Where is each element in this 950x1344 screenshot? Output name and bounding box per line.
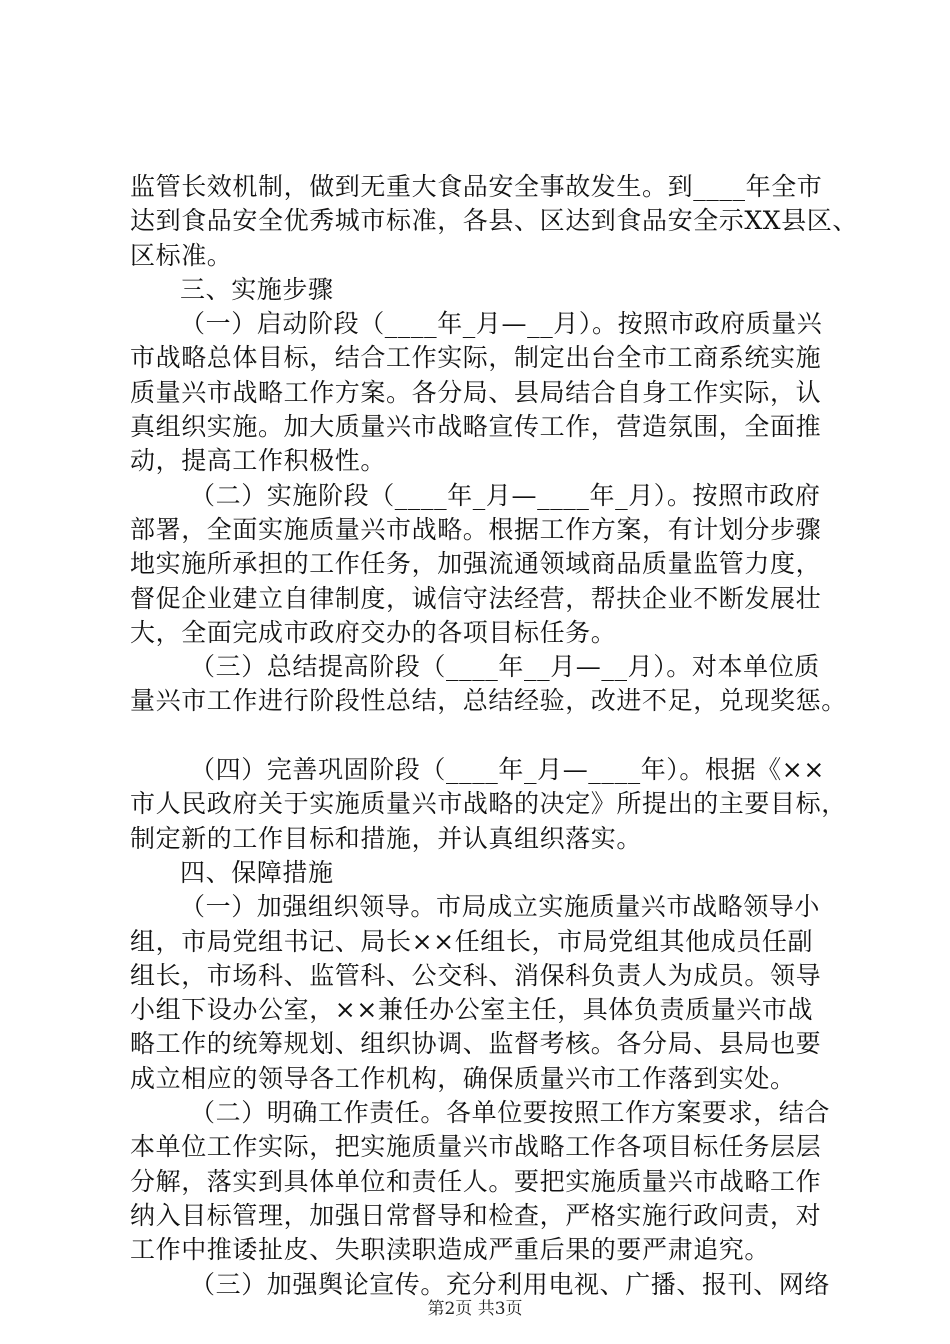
text-line: 监管长效机制，做到无重大食品安全事故发生。到____年全市: [130, 172, 823, 201]
text-line: （一）启动阶段（____年_月—__月）。按照市政府质量兴: [180, 309, 823, 339]
text-line: 市人民政府关于实施质量兴市战略的决定》所提出的主要目标，: [130, 789, 847, 819]
text-line: 纳入目标管理，加强日常督导和检查，严格实施行政问责，对: [130, 1200, 822, 1230]
text-line: 动，提高工作积极性。: [130, 446, 387, 476]
text-line: （四）完善巩固阶段（____年_月—____年）。根据《××: [190, 755, 825, 785]
text-line: 量兴市工作进行阶段性总结，总结经验，改进不足，兑现奖惩。: [130, 686, 847, 716]
text-line: 组长，市场科、监管科、公交科、消保科负责人为成员。领导: [130, 960, 822, 990]
page-number-footer: 第2页 共3页: [427, 1299, 523, 1319]
text-line: （一）加强组织领导。市局成立实施质量兴市战略领导小: [180, 892, 821, 922]
text-line: 成立相应的领导各工作机构，确保质量兴市工作落到实处。: [130, 1063, 796, 1093]
text-line: 本单位工作实际，把实施质量兴市战略工作各项目标任务层层: [130, 1132, 822, 1162]
text-line: 真组织实施。加大质量兴市战略宣传工作，营造氛围，全面推: [130, 412, 822, 442]
text-line: 工作中推诿扯皮、失职渎职造成严重后果的要严肃追究。: [130, 1235, 771, 1265]
blank-line: [130, 719, 840, 753]
text-line: 组，市局党组书记、局长××任组长，市局党组其他成员任副: [130, 926, 814, 956]
body-text: [130, 170, 858, 1302]
text-line: 部署，全面实施质量兴市战略。根据工作方案，有计划分步骤: [130, 514, 822, 544]
text-line: 制定新的工作目标和措施，并认真组织落实。: [130, 823, 643, 853]
text-line: 达到食品安全优秀城市标准，各县、区达到食品安全示XX县区、: [130, 206, 858, 236]
text-line: 大，全面完成市政府交办的各项目标任务。: [130, 617, 617, 647]
text-line: 分解，落实到具体单位和责任人。要把实施质量兴市战略工作: [130, 1166, 822, 1196]
text-line: （三）总结提高阶段（____年__月—__月）。对本单位质: [190, 652, 820, 682]
text-line: 地实施所承担的工作任务，加强流通领域商品质量监管力度，: [130, 549, 822, 579]
text-line: 区标准。: [130, 240, 233, 270]
text-line: （二）明确工作责任。各单位要按照工作方案要求，结合: [190, 1098, 831, 1128]
section-heading: 四、保障措施: [180, 857, 334, 887]
text-line: （二）实施阶段（____年_月—____年_月）。按照市政府: [190, 480, 821, 510]
text-line: 督促企业建立自律制度，诚信守法经营，帮扶企业不断发展壮: [130, 583, 822, 613]
text-line: （三）加强舆论宣传。充分利用电视、广播、报刊、网络: [190, 1269, 831, 1299]
text-line: 市战略总体目标，结合工作实际，制定出台全市工商系统实施: [130, 343, 822, 373]
text-line: 质量兴市战略工作方案。各分局、县局结合自身工作实际，认: [130, 377, 822, 407]
text-line: 小组下设办公室，××兼任办公室主任，具体负责质量兴市战: [130, 995, 814, 1025]
section-heading: 三、实施步骤: [180, 274, 334, 304]
text-line: 略工作的统筹规划、组织协调、监督考核。各分局、县局也要: [130, 1029, 822, 1059]
